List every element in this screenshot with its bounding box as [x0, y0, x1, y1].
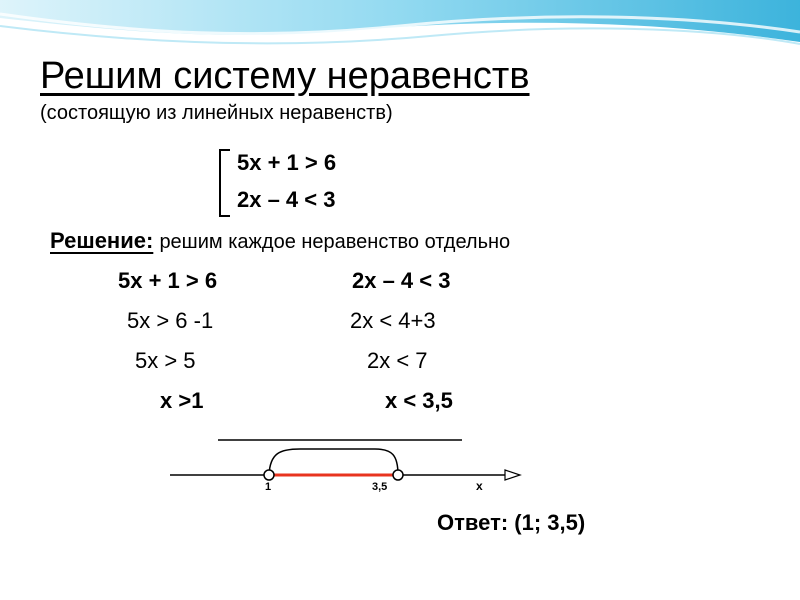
right-step-3: 2x < 7	[367, 348, 428, 373]
axis-arrow-icon	[505, 470, 520, 480]
right-step-4: x < 3,5	[385, 388, 453, 413]
system-inequality-1: 5x + 1 > 6	[237, 150, 337, 175]
header-wave-decoration	[0, 0, 800, 60]
page-subtitle: (состоящую из линейных неравенств)	[40, 102, 393, 124]
point-label-3-5: 3,5	[372, 481, 388, 493]
system-bracket	[214, 148, 234, 218]
right-step-2: 2x < 4+3	[350, 308, 436, 333]
solution-label-row	[50, 228, 510, 254]
number-line	[170, 435, 530, 495]
axis-label-x: x	[476, 479, 483, 493]
right-step-1: 2x – 4 < 3	[352, 268, 451, 293]
point-label-1: 1	[265, 481, 272, 493]
solution-note: решим каждое неравенство отдельно	[159, 231, 511, 253]
left-step-1: 5x + 1 > 6	[118, 268, 218, 293]
interval-arc	[269, 449, 398, 475]
page-title: Решим систему неравенств	[40, 55, 530, 97]
open-point-3-5	[393, 470, 403, 480]
open-point-1	[264, 470, 274, 480]
answer: Ответ: (1; 3,5)	[437, 510, 586, 535]
solution-label: Решение:	[50, 228, 154, 253]
system-inequality-2: 2x – 4 < 3	[237, 187, 336, 212]
left-step-4: x >1	[160, 388, 204, 413]
left-step-2: 5x > 6 -1	[127, 308, 214, 333]
left-step-3: 5x > 5	[135, 348, 196, 373]
